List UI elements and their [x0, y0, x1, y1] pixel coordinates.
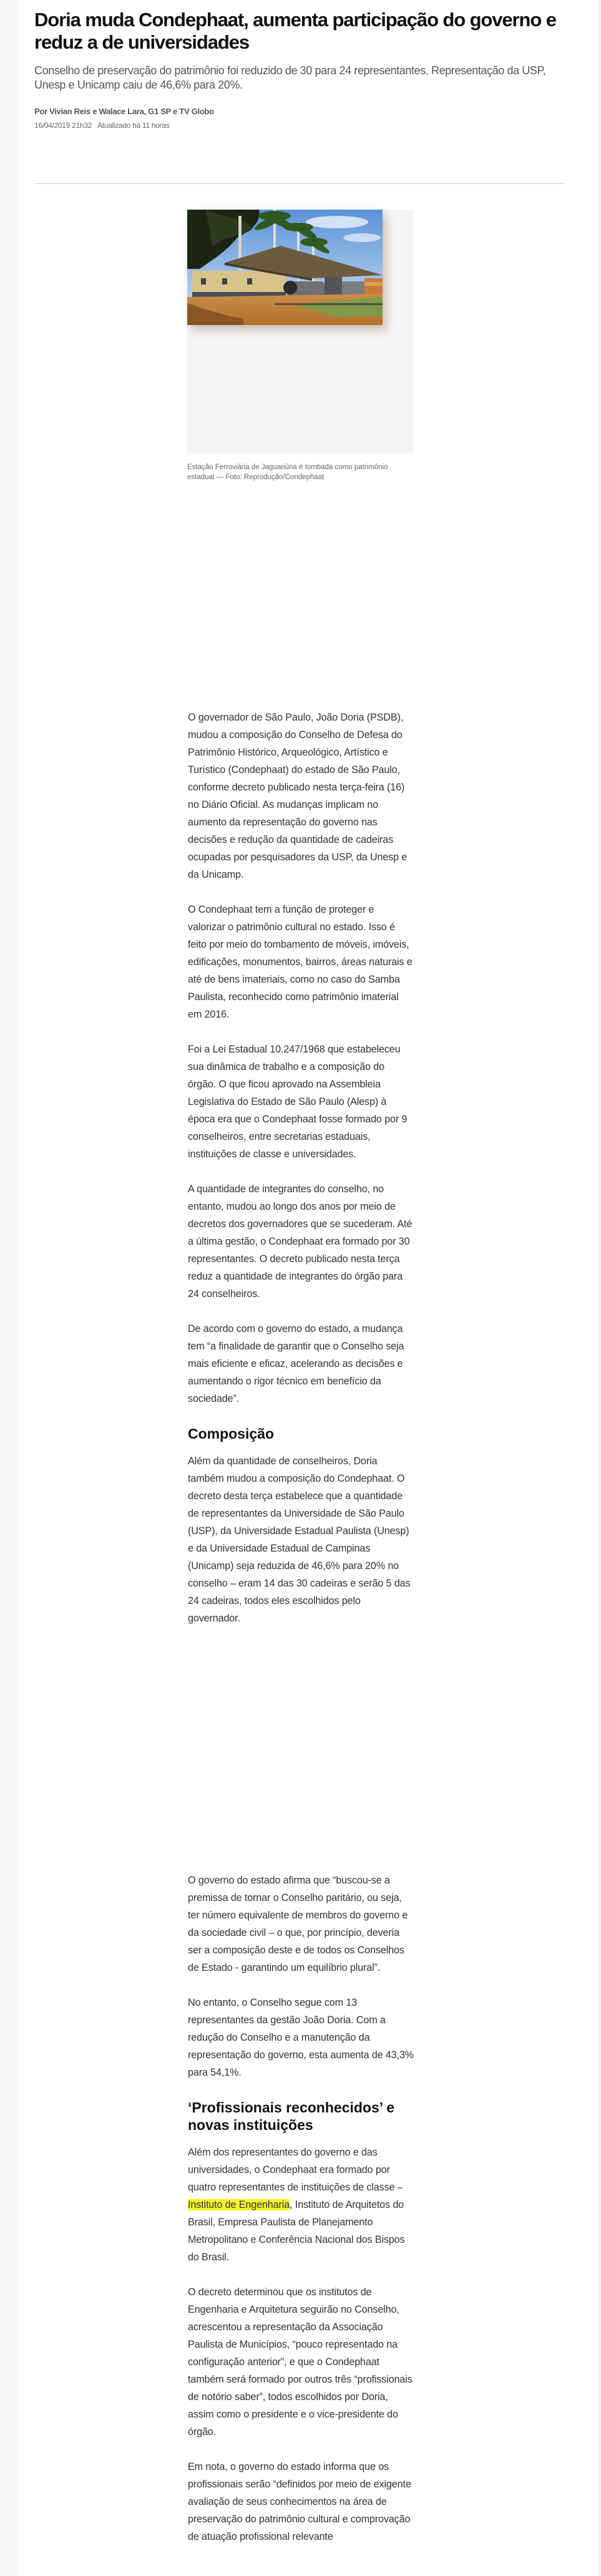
article-header — [34, 9, 565, 130]
scrollbar-track[interactable] — [599, 0, 601, 2576]
left-margin-strip — [0, 0, 19, 2576]
article-body-part1 — [188, 709, 414, 1645]
paragraph-text: Além dos representantes do governo e das universidades, o Condephaat era formado por quatro representantes de instituições de classe – — [188, 2147, 403, 2193]
paragraph: A quantidade de integrantes do conselho, no entanto, mudou ao longo dos anos por meio de decretos dos governadores que se sucederam. Até a última gestão, o Condephaat era formado por 30 representantes. O decreto publicado nesta terça reduz a quantidade de integrantes do órgão para 24 conselheiros. — [188, 1184, 413, 1300]
header-divider — [34, 183, 565, 184]
article-figure — [187, 210, 413, 453]
station-photo[interactable] — [187, 210, 383, 325]
paragraph: O decreto determinou que os institutos de Engenharia e Arquitetura seguirão no Conselho, acrescentou a representação da Associação Paulista de Municípios, “pouco representado na configuração anterior”, e que o Condephaat também será formado por outros três “profissionais de notório saber”, todos escolhidos por Doria, assim como o presidente e o vice-presidente do órgão. — [188, 2287, 413, 2437]
paragraph: O governo do estado afirma que “buscou-se a premissa de tornar o Conselho paritário, ou seja, ter número equivalente de membros do governo e da sociedade civil – o que, por princípio, deveria ser a composição deste e de todos os Conselhos de Estado - garantindo um equilíbrio plural”. — [188, 1875, 408, 1973]
paragraph: Em nota, o governo do estado informa que os profissionais serão “definidos por meio de exigente avaliação de seus conhecimentos na área de preservação do patrimônio cultural e comprovação de atuação profissional relevante — [188, 2461, 411, 2542]
article-dateline — [34, 121, 565, 130]
paragraph — [188, 2144, 414, 2266]
paragraph: Além da quantidade de conselheiros, Doria também mudou a composição do Condephaat. O decreto desta terça estabelece que a quantidade de representantes da Universidade de São Paulo (USP), da Universidade Estadual Paulista (Unesp) e da Universidade Estadual de Campinas (Unicamp) seja reduzida de 46,6% para 20% no conselho – eram 14 das 30 cadeiras e serão 5 das 24 cadeiras, todos eles escolhidos pelo governador. — [188, 1456, 411, 1624]
article-byline: Por Vivian Reis e Walace Lara, G1 SP e TV Globo — [34, 107, 214, 116]
paragraph: O governador de São Paulo, João Doria (PSDB), mudou a composição do Conselho de Defesa do Patrimônio Histórico, Arqueológico, Artístico e Turístico (Condephaat) do estado de São Paulo, conforme decreto publicado nesta terça-feira (16) no Diário Oficial. As mudanças implicam no aumento da representação do governo nas decisões e redução da quantidade de cadeiras ocupadas por pesquisadores da USP, da Unesp e da Unicamp. — [188, 712, 408, 880]
paragraph: Foi a Lei Estadual 10.247/1968 que estabeleceu sua dinâmica de trabalho e a composição do órgão. O que ficou aprovado na Assembleia Legislativa do Estado de São Paulo (Alesp) à época era que o Condephaat fosse formado por 9 conselheiros, entre secretarias estaduais, instituições de classe e universidades. — [188, 1044, 408, 1160]
paragraph: No entanto, o Conselho segue com 13 representantes da gestão João Doria. Com a redução do Conselho e a manutenção da representação do governo, esta aumenta de 43,3% para 54,1%. — [188, 1997, 414, 2078]
railway-station-image — [187, 210, 383, 325]
figure-caption: Estação Ferroviária de Jaguariúna é tombada como patrimônio estadual — Foto: Reprodução/Condephaat — [187, 464, 388, 481]
article-subtitle: Conselho de preservação do patrimônio foi reduzido de 30 para 24 representantes. Representação da USP, Unesp e Unicamp caiu de 46,6% para 20%. — [34, 64, 546, 91]
article-headline: Doria muda Condephaat, aumenta participação do governo e reduz a de universidades — [34, 9, 556, 53]
paragraph: O Condephaat tem a função de proteger e valorizar o patrimônio cultural no estado. Isso é feito por meio do tombamento de móveis, imóveis, edificações, monumentos, bairros, áreas naturais e até de bens imateriais, como no caso do Samba Paulista, reconhecido como patrimônio imaterial em 2016. — [188, 904, 413, 1020]
paragraph-text: , Instituto de Arquitetos do Brasil, Empresa Paulista de Planejamento Metropolitano e Conferência Nacional dos Bispos do Brasil. — [188, 2199, 405, 2263]
section-heading-composicao: Composição — [188, 1426, 275, 1442]
published-time: 16/04/2019 21h32 — [34, 121, 92, 130]
updated-time: Atualizado há 11 horas — [97, 121, 170, 130]
section-heading-profissionais: ‘Profissionais reconhecidos’ e novas instituições — [188, 2099, 395, 2133]
article-body-part2 — [188, 1872, 414, 2563]
paragraph: De acordo com o governo do estado, a mudança tem “a finalidade de garantir que o Conselho seja mais eficiente e eficaz, acelerando as decisões e aumentando o rigor técnico em benefício da sociedade”. — [188, 1323, 404, 1404]
highlighted-link-instituto-engenharia[interactable]: Instituto de Engenharia — [188, 2199, 290, 2210]
